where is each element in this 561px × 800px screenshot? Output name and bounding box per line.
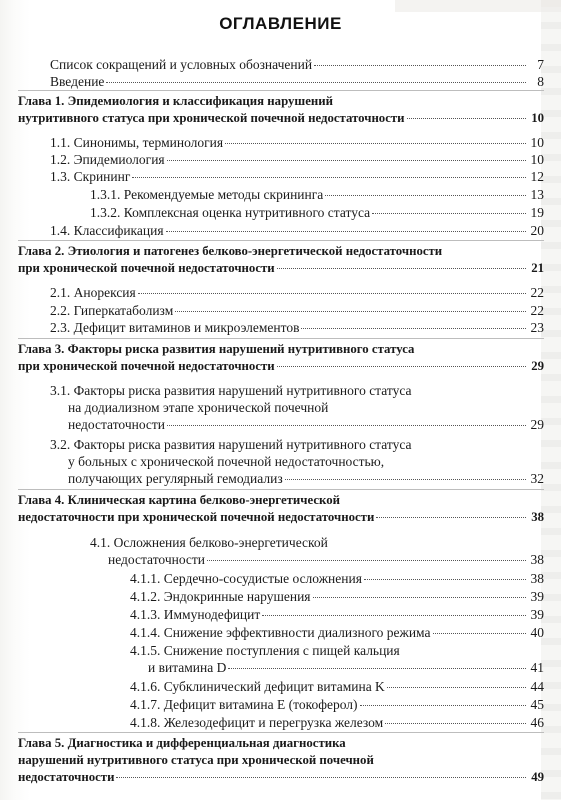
toc-entry-line[interactable] <box>50 319 544 336</box>
toc-page-number: 49 <box>531 770 544 784</box>
dot-leader <box>360 704 527 706</box>
toc-entry-title: получающих регулярный гемодиализ <box>68 471 283 486</box>
dot-leader <box>225 142 526 144</box>
toc-page-number: 29 <box>530 417 544 432</box>
toc-page-number: 10 <box>531 111 544 125</box>
toc-page-number: 44 <box>530 679 544 694</box>
toc-entry-title-continued: на додиализном этапе хронической почечной <box>68 400 329 415</box>
toc-entry-title: недостаточности <box>68 417 166 432</box>
section-divider <box>18 90 544 91</box>
toc-page-number: 41 <box>530 660 544 675</box>
toc-page-number: 19 <box>530 205 544 220</box>
toc-page-number: 7 <box>537 57 544 72</box>
toc-entry-title: при хронической почечной недостаточности <box>18 359 275 373</box>
dot-leader <box>207 559 526 561</box>
toc-entry-line[interactable] <box>68 470 544 487</box>
dot-leader <box>385 722 526 724</box>
dot-leader <box>387 686 526 688</box>
toc-entry-title: 4.1.4. Снижение эффективности диализного режима <box>130 625 431 640</box>
section-divider <box>18 240 544 241</box>
toc-page-number: 46 <box>530 715 544 730</box>
toc-page-number: 39 <box>530 607 544 622</box>
toc-entry-line[interactable] <box>108 551 544 568</box>
toc-entry-title: Список сокращений и условных обозначений <box>50 57 313 72</box>
toc-page-number: 22 <box>530 285 544 300</box>
toc-entry-line[interactable] <box>130 570 544 587</box>
toc-entry-title: нутритивного статуса при хронической почечной недостаточности <box>18 111 405 125</box>
dot-leader <box>372 212 526 214</box>
toc-page-number: 40 <box>530 625 544 640</box>
section-divider <box>18 489 544 490</box>
toc-entry-line[interactable] <box>130 606 544 623</box>
toc-entry-title: 1.3. Скрининг <box>50 169 131 184</box>
toc-page-number: 10 <box>530 135 544 150</box>
toc-entry-line[interactable] <box>18 509 544 526</box>
toc-entry-line[interactable] <box>130 588 544 605</box>
toc-entry-line[interactable] <box>130 678 544 695</box>
toc-entry-title: 4.1.1. Сердечно-сосудистые осложнения <box>130 571 362 586</box>
toc-entry-title: при хронической почечной недостаточности <box>18 261 275 275</box>
toc-entry-title-continued: 4.1.5. Снижение поступления с пищей кальция <box>130 643 400 658</box>
toc-entry-title-continued: 3.2. Факторы риска развития нарушений нутритивного статуса <box>50 437 412 452</box>
toc-entry-title-continued: Глава 1. Эпидемиология и классификация нарушений <box>18 94 334 108</box>
toc-entry-line[interactable] <box>50 168 544 185</box>
toc-entry-title: недостаточности <box>18 770 115 784</box>
section-divider <box>18 338 544 339</box>
toc-entry-title: 4.1.6. Субклинический дефицит витамина K <box>130 679 385 694</box>
toc-entry-line[interactable] <box>148 659 544 676</box>
toc-entry-title: 2.2. Гиперкатаболизм <box>50 303 174 318</box>
toc-entry-line[interactable] <box>50 151 544 168</box>
toc-entry-title: 4.1.7. Дефицит витамина E (токоферол) <box>130 697 358 712</box>
section-divider <box>18 732 544 733</box>
toc-page-number: 23 <box>530 320 544 335</box>
toc-entry-line[interactable] <box>130 624 544 641</box>
toc-page-number: 32 <box>530 471 544 486</box>
dot-leader <box>277 267 526 269</box>
toc-entry-title: 1.2. Эпидемиология <box>50 152 165 167</box>
toc-entry-title: 1.1. Синонимы, терминология <box>50 135 224 150</box>
toc-entry-line[interactable] <box>90 186 544 203</box>
dot-leader <box>433 632 526 634</box>
toc-page-number: 20 <box>530 223 544 238</box>
toc-entry-line[interactable] <box>90 204 544 221</box>
toc-entry-title: 4.1.8. Железодефицит и перегрузка железом <box>130 715 384 730</box>
toc-entry-title-continued: Глава 5. Диагностика и дифференциальная диагностика <box>18 736 346 750</box>
dot-leader <box>262 614 526 616</box>
toc-entry-line[interactable] <box>18 769 544 786</box>
dot-leader <box>364 578 526 580</box>
toc-entry-line[interactable] <box>50 56 544 73</box>
toc-page-number: 12 <box>530 169 544 184</box>
toc-entry-title: 4.1.3. Иммунодефицит <box>130 607 261 622</box>
toc-entry-line[interactable] <box>18 110 544 127</box>
dot-leader <box>376 516 526 518</box>
dot-leader <box>167 159 526 161</box>
toc-page-number: 21 <box>531 261 544 275</box>
toc-page-number: 38 <box>531 510 544 524</box>
toc-entry-title-continued: у больных с хронической почечной недостаточностью, <box>68 454 385 469</box>
toc-entry-title: недостаточности при хронической почечной недостаточности <box>18 510 375 524</box>
dot-leader <box>301 327 526 329</box>
toc-page-number: 8 <box>537 74 544 89</box>
dot-leader <box>166 230 526 232</box>
toc-entry-line[interactable] <box>68 416 544 433</box>
toc-entry-line[interactable] <box>130 714 544 731</box>
toc-entry-line[interactable] <box>50 284 544 301</box>
toc-page-number: 13 <box>530 187 544 202</box>
toc-entry-title-continued: Глава 2. Этиология и патогенез белково-энергетической недостаточности <box>18 244 443 258</box>
dot-leader <box>228 667 526 669</box>
dot-leader <box>313 596 526 598</box>
toc-page-number: 22 <box>530 303 544 318</box>
toc-entry-title-continued: Глава 3. Факторы риска развития нарушений нутритивного статуса <box>18 342 415 356</box>
toc-entry-line[interactable] <box>50 134 544 151</box>
dot-leader <box>167 424 526 426</box>
toc-page-number: 39 <box>530 589 544 604</box>
toc-entry-title-continued: 3.1. Факторы риска развития нарушений нутритивного статуса <box>50 383 412 398</box>
dot-leader <box>106 81 526 83</box>
toc-entry-title-continued: 4.1. Осложнения белково-энергетической <box>90 535 328 550</box>
toc-entry-line[interactable] <box>18 260 544 277</box>
toc-entry-title: Введение <box>50 74 105 89</box>
toc-page-number: 45 <box>530 697 544 712</box>
toc-entry-title: и витамина D <box>148 660 227 675</box>
dot-leader <box>116 776 526 778</box>
toc-entry-line[interactable] <box>50 73 544 90</box>
toc-page-number: 10 <box>530 152 544 167</box>
toc-page-number: 38 <box>530 571 544 586</box>
dot-leader <box>325 194 526 196</box>
toc-entry-title: 1.3.2. Комплексная оценка нутритивного статуса <box>90 205 371 220</box>
toc-entry-title: 2.1. Анорексия <box>50 285 136 300</box>
dot-leader <box>132 176 526 178</box>
toc-entry-title-continued: нарушений нутритивного статуса при хронической почечной <box>18 753 374 767</box>
dot-leader <box>277 365 526 367</box>
toc-entry-line[interactable] <box>130 696 544 713</box>
toc-entry-title: 2.3. Дефицит витаминов и микроэлементов <box>50 320 300 335</box>
toc-entry-title: 1.3.1. Рекомендуемые методы скрининга <box>90 187 324 202</box>
toc-page-number: 38 <box>530 552 544 567</box>
dot-leader <box>138 292 526 294</box>
toc-entry-title: 4.1.2. Эндокринные нарушения <box>130 589 311 604</box>
dot-leader <box>407 117 526 119</box>
toc-entry-line[interactable] <box>18 358 544 375</box>
toc-entry-line[interactable] <box>50 302 544 319</box>
toc-entry-title-continued: Глава 4. Клиническая картина белково-энергетической <box>18 493 340 507</box>
toc-entry-line[interactable] <box>50 222 544 239</box>
toc-entry-title: недостаточности <box>108 552 206 567</box>
toc-page-number: 29 <box>531 359 544 373</box>
toc-entry-title: 1.4. Классификация <box>50 223 164 238</box>
dot-leader <box>314 64 526 66</box>
dot-leader <box>285 478 526 480</box>
page-title: ОГЛАВЛЕНИЕ <box>219 14 342 33</box>
dot-leader <box>175 310 526 312</box>
